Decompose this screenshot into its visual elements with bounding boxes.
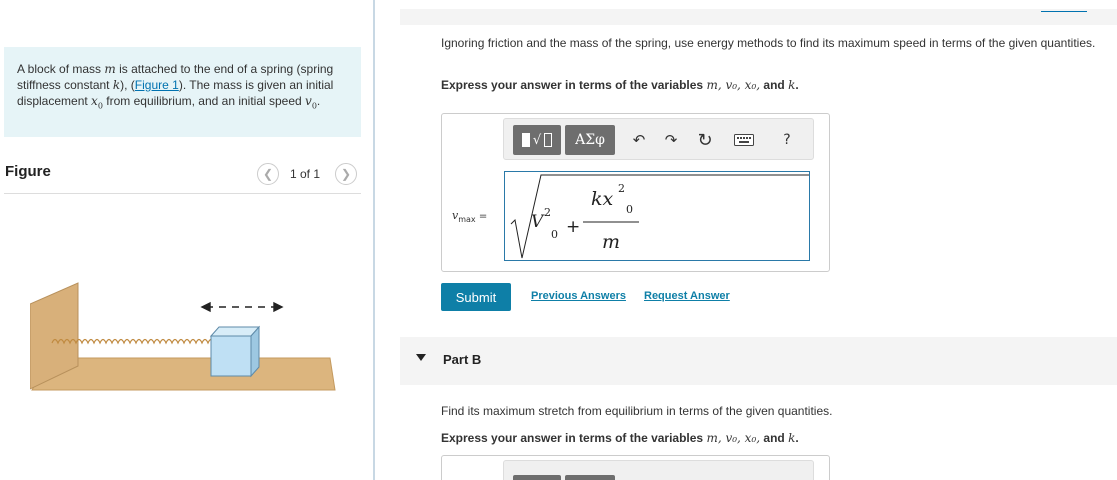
part-b-header[interactable]: [400, 337, 1117, 385]
answer-num-sup: 2: [618, 182, 625, 195]
collapse-arrow-icon[interactable]: [416, 354, 426, 361]
part-a-answer-box: [441, 113, 830, 272]
instructions-text: .: [795, 78, 799, 92]
block-front: [211, 336, 251, 376]
answer-v: V: [531, 212, 544, 232]
request-answer-link[interactable]: Request Answer: [644, 290, 730, 302]
instructions-var-k: k: [788, 431, 796, 445]
part-a-instructions: [441, 78, 799, 92]
part-b-label: Part B: [443, 352, 482, 367]
part-b-question: Find its maximum stretch from equilibrium in terms of the given quantities.: [441, 404, 833, 418]
template-square-icon: [522, 133, 530, 147]
var-x0-sub: 0: [97, 101, 103, 111]
vmax-sub: max: [458, 215, 476, 225]
answer-expression: [505, 172, 811, 262]
spring-block-figure: [30, 270, 340, 400]
greek-symbols-button[interactable]: [565, 475, 615, 480]
problem-text: from equilibrium, and an initial speed: [102, 94, 306, 108]
chevron-right-icon[interactable]: ❯: [335, 163, 357, 185]
answer-numerator: kx: [591, 188, 614, 210]
instructions-vars: m, v₀, x₀,: [706, 78, 761, 92]
instructions-text: .: [795, 431, 799, 445]
block-side: [251, 327, 259, 376]
previous-answers-link[interactable]: Previous Answers: [531, 290, 626, 302]
figure-link[interactable]: Figure 1: [134, 78, 179, 92]
var-x0: x: [91, 94, 98, 108]
redo-icon[interactable]: ↷: [664, 131, 678, 149]
answer-num-sub: 0: [626, 203, 633, 216]
figure-title: Figure: [5, 163, 51, 180]
equals-sign: =: [475, 211, 488, 222]
var-m: m: [104, 62, 116, 76]
problem-statement: [4, 47, 361, 137]
instructions-text: and: [760, 431, 789, 445]
figure-header: [4, 160, 361, 194]
var-v0: v: [305, 94, 312, 108]
vmax-label: [452, 209, 487, 224]
problem-text: is attached to the end of a spring (spring stiffness constant: [17, 62, 334, 92]
help-icon[interactable]: ?: [783, 132, 791, 148]
var-v0-sub: 0: [311, 101, 317, 111]
instructions-vars: m, v₀, x₀,: [706, 431, 761, 445]
instructions-text: Express your answer in terms of the variables: [441, 431, 707, 445]
math-toolbar-b: [503, 460, 814, 480]
part-a-question: Ignoring friction and the mass of the spring, use energy methods to find its maximum speed in terms of the given quantities.: [441, 36, 1096, 50]
reset-icon[interactable]: ↻: [697, 129, 713, 151]
left-panel: [0, 0, 375, 480]
page-indicator: 1 of 1: [290, 167, 321, 181]
motion-arrow: [202, 303, 282, 311]
answer-input[interactable]: [504, 171, 810, 261]
keyboard-icon[interactable]: [732, 130, 756, 150]
undo-icon[interactable]: ↶: [632, 131, 646, 149]
part-b-answer-box: [441, 455, 830, 480]
radical-icon: √: [532, 132, 542, 148]
spring: [52, 340, 232, 344]
fraction-root-template-button[interactable]: [513, 475, 561, 480]
chevron-left-icon[interactable]: ❮: [257, 163, 279, 185]
constants-link[interactable]: [1041, 9, 1087, 12]
problem-text: .: [316, 94, 321, 108]
instructions-text: and: [760, 78, 789, 92]
problem-text: ), (: [120, 78, 135, 92]
part-a-header: [400, 9, 1117, 25]
vmax-var: v: [452, 209, 459, 222]
answer-denominator: m: [602, 231, 621, 253]
answer-plus: +: [566, 217, 581, 237]
instructions-var-k: k: [788, 78, 796, 92]
math-toolbar: [503, 118, 814, 160]
panel-divider: [373, 0, 375, 480]
answer-v-sub: 0: [551, 228, 558, 241]
submit-button[interactable]: Submit: [441, 283, 511, 311]
template-square-icon: [544, 133, 552, 147]
part-b-instructions: [441, 431, 799, 445]
fraction-root-template-button[interactable]: [513, 125, 561, 155]
greek-symbols-button[interactable]: ΑΣφ: [565, 125, 615, 155]
answer-v-sup: 2: [544, 206, 551, 219]
instructions-text: Express your answer in terms of the variables: [441, 78, 707, 92]
var-k: k: [112, 78, 121, 92]
problem-text: ). The mass is given an initial displacement: [17, 78, 334, 108]
problem-text: A block of mass: [17, 62, 105, 76]
